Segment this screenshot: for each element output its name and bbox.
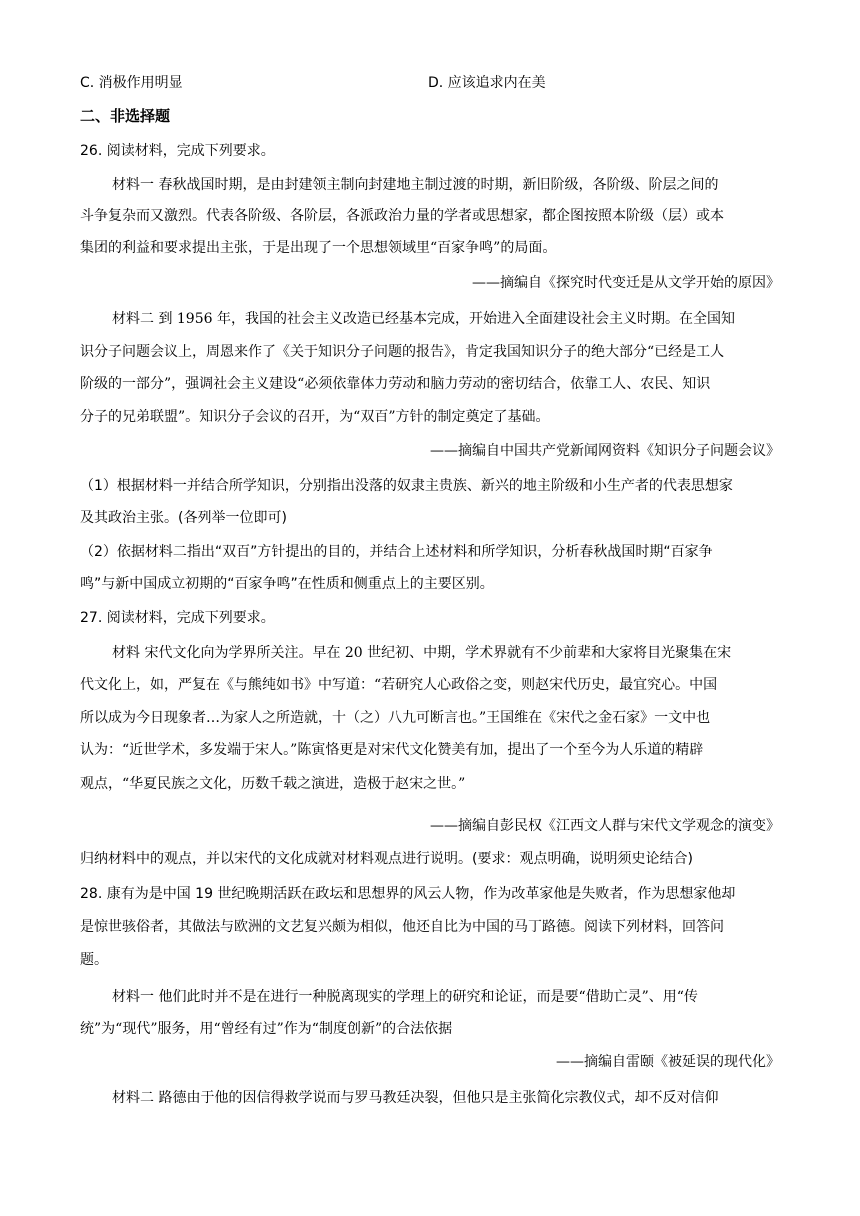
q27-material-line: 材料 宋代文化向为学界所关注。早在 20 世纪初、中期，学术界就有不少前辈和大家将目光聚集在宋 [112,645,732,661]
q28-stem: 题。 [80,952,108,968]
q26-requirement-1: 及其政治主张。(各列举一位即可) [80,510,287,526]
q26-stem: 26. 阅读材料，完成下列要求。 [80,143,275,159]
q27-stem: 27. 阅读材料，完成下列要求。 [80,610,275,626]
q27-material-line: 代文化上，如，严复在《与熊纯如书》中写道：“若研究人心政俗之变，则赵宋代历史，最宜究心。中国 [80,677,718,693]
q26-material1-line: 材料一 春秋战国时期，是由封建领主制向封建地主制过渡的时期，新旧阶级，各阶级、阶层之间的 [112,177,719,193]
q26-material1-line: 斗争复杂而又激烈。代表各阶级、各阶层，各派政治力量的学者或思想家，都企图按照本阶级（层）或本 [80,208,724,224]
option-c: C. 消极作用明显 [80,75,183,91]
q26-material2-line: 分子的兄弟联盟”。知识分子会议的召开，为“双百”方针的制定奠定了基础。 [80,409,550,425]
q27-material-line: 认为：“近世学术，多发端于宋人。”陈寅恪更是对宋代文化赞美有加，提出了一个至今为人乐道的精辟 [80,742,704,758]
q26-requirement-2: 鸣”与新中国成立初期的“百家争鸣”在性质和侧重点上的主要区别。 [80,576,494,592]
q27-material-source: ——摘编自彭民权《江西文人群与宋代文学观念的演变》 [430,818,780,834]
q28-material2-line: 材料二 路德由于他的因信得救学说而与罗马教廷决裂，但他只是主张简化宗教仪式，却不反对信仰 [112,1090,719,1106]
q28-stem: 是惊世骇俗者，其做法与欧洲的文艺复兴颇为相似，他还自比为中国的马丁路德。阅读下列材料，回答问 [80,919,724,935]
q27-requirement: 归纳材料中的观点，并以宋代的文化成就对材料观点进行说明。(要求：观点明确，说明须史论结合) [80,851,693,867]
q26-requirement-2: （2）依据材料二指出“双百”方针提出的目的，并结合上述材料和所学知识，分析春秋战国时期“百家争 [80,544,713,560]
q26-material2-line: 识分子问题会议上，周恩来作了《关于知识分子问题的报告》，肯定我国知识分子的绝大部分“已经是工人 [80,344,725,360]
section-title: 二、非选择题 [80,107,171,125]
q26-material1-source: ——摘编自《探究时代变迁是从文学开始的原因》 [472,275,780,291]
q26-material2-line: 阶级的一部分”，强调社会主义建设“必须依靠体力劳动和脑力劳动的密切结合，依靠工人、农民、知识 [80,376,711,392]
q27-material-line: 观点，“华夏民族之文化，历数千载之演进，造极于赵宋之世。” [80,776,466,792]
q28-material1-line: 材料一 他们此时并不是在进行一种脱离现实的学理上的研究和论证，而是要“借助亡灵”、用“传 [112,989,698,1005]
q26-material2-source: ——摘编自中国共产党新闻网资料《知识分子问题会议》 [430,443,780,459]
q28-stem: 28. 康有为是中国 19 世纪晚期活跃在政坛和思想界的风云人物，作为改革家他是失败者，作为思想家他却 [80,886,736,902]
q26-requirement-1: （1）根据材料一并结合所学知识，分别指出没落的奴隶主贵族、新兴的地主阶级和小生产者的代表思想家 [80,478,733,494]
q26-material2-line: 材料二 到 1956 年，我国的社会主义改造已经基本完成，开始进入全面建设社会主义时期。在全国知 [112,311,735,327]
q27-material-line: 所以成为今日现象者…为家人之所造就，十（之）八九可断言也。”王国维在《宋代之金石家》一文中也 [80,710,711,726]
q28-material1-source: ——摘编自雷颐《被延误的现代化》 [556,1054,780,1070]
q28-material1-line: 统”为“现代”服务，用“曾经有过”作为“制度创新”的合法依据 [80,1021,453,1037]
option-d: D. 应该追求内在美 [428,75,546,91]
q26-material1-line: 集团的利益和要求提出主张，于是出现了一个思想领域里“百家争鸣”的局面。 [80,240,557,256]
